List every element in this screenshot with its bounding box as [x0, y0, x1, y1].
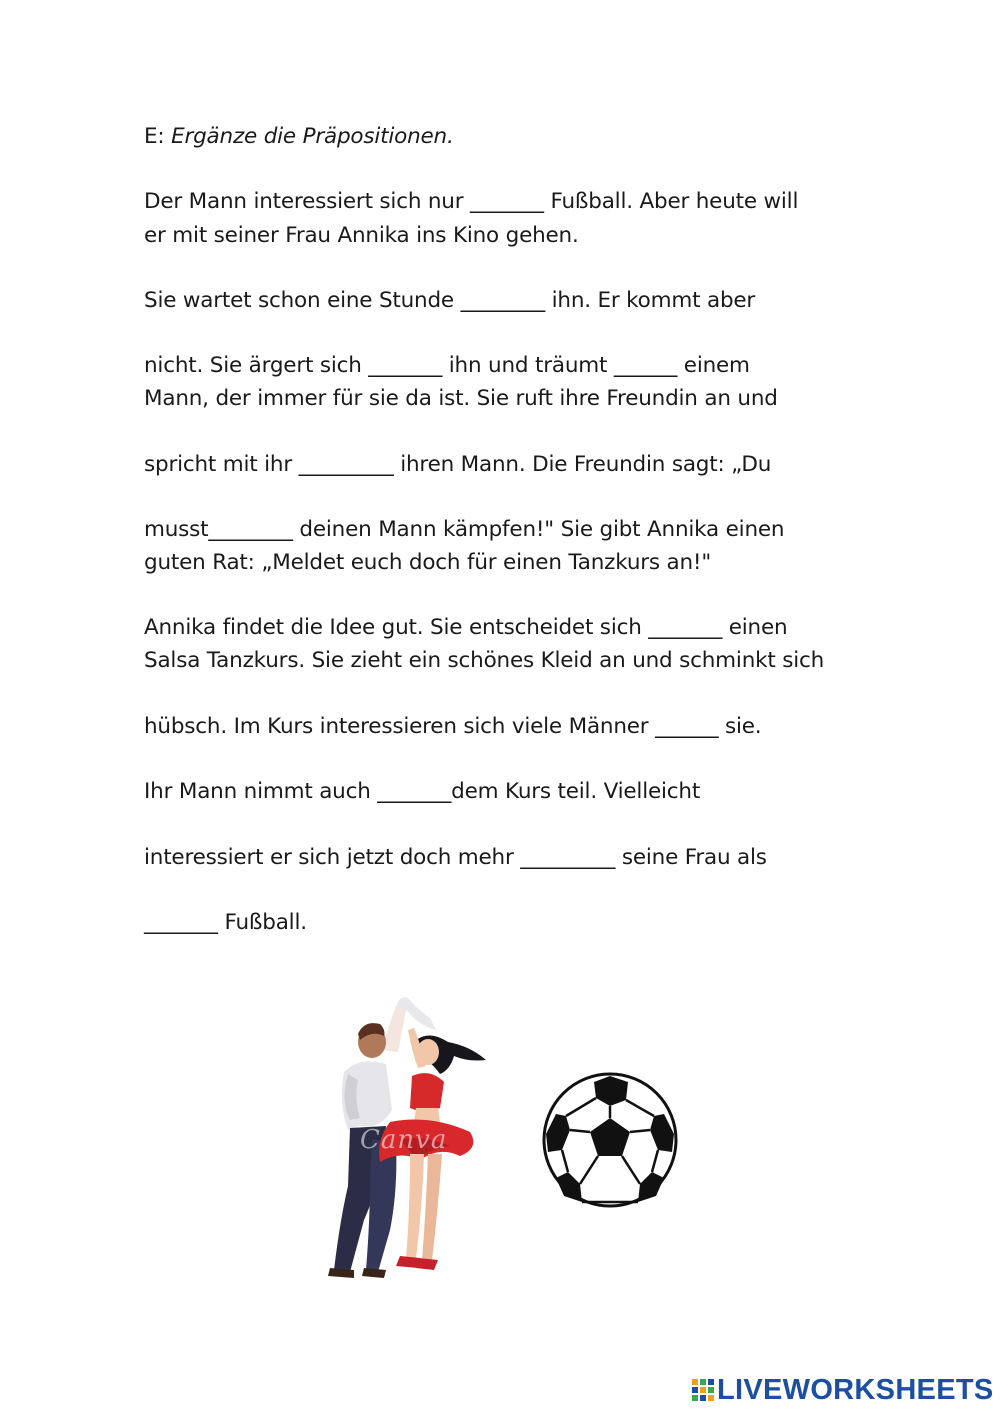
instruction-label: E:	[144, 124, 165, 149]
text-line-4: nicht. Sie ärgert sich _______ ihn und träumt ______ einem	[144, 353, 750, 378]
text-line-6: spricht mit ihr _________ ihren Mann. Die Freundin sagt: „Du	[144, 452, 772, 477]
brand-name: LIVEWORKSHEETS	[717, 1373, 994, 1406]
liveworksheets-logo-icon	[692, 1379, 714, 1401]
liveworksheets-logo	[692, 1374, 994, 1406]
instruction-text: Ergänze die Präpositionen.	[171, 124, 454, 149]
text-line-13: interessiert er sich jetzt doch mehr _________ seine Frau als	[144, 845, 767, 870]
text-line-9: Annika findet die Idee gut. Sie entscheidet sich _______ einen	[144, 615, 788, 640]
text-line-8: guten Rat: „Meldet euch doch für einen Tanzkurs an!"	[144, 550, 712, 575]
soccer-ball-icon	[540, 1070, 680, 1210]
text-line-1: Der Mann interessiert sich nur _______ Fußball. Aber heute will	[144, 189, 799, 214]
text-line-10: Salsa Tanzkurs. Sie zieht ein schönes Kleid an und schminkt sich	[144, 648, 825, 673]
text-line-7: musst________ deinen Mann kämpfen!" Sie gibt Annika einen	[144, 517, 785, 542]
text-line-14: _______ Fußball.	[144, 910, 307, 935]
text-line-12: Ihr Mann nimmt auch _______dem Kurs teil. Vielleicht	[144, 779, 701, 804]
dancers-watermark: Canva	[360, 1125, 448, 1155]
text-line-11: hübsch. Im Kurs interessieren sich viele Männer ______ sie.	[144, 714, 762, 739]
text-line-3: Sie wartet schon eine Stunde ________ ihn. Er kommt aber	[144, 288, 756, 313]
text-line-2: er mit seiner Frau Annika ins Kino gehen.	[144, 223, 579, 248]
text-line-5: Mann, der immer für sie da ist. Sie ruft ihre Freundin an und	[144, 386, 778, 411]
instruction-heading	[144, 121, 454, 153]
